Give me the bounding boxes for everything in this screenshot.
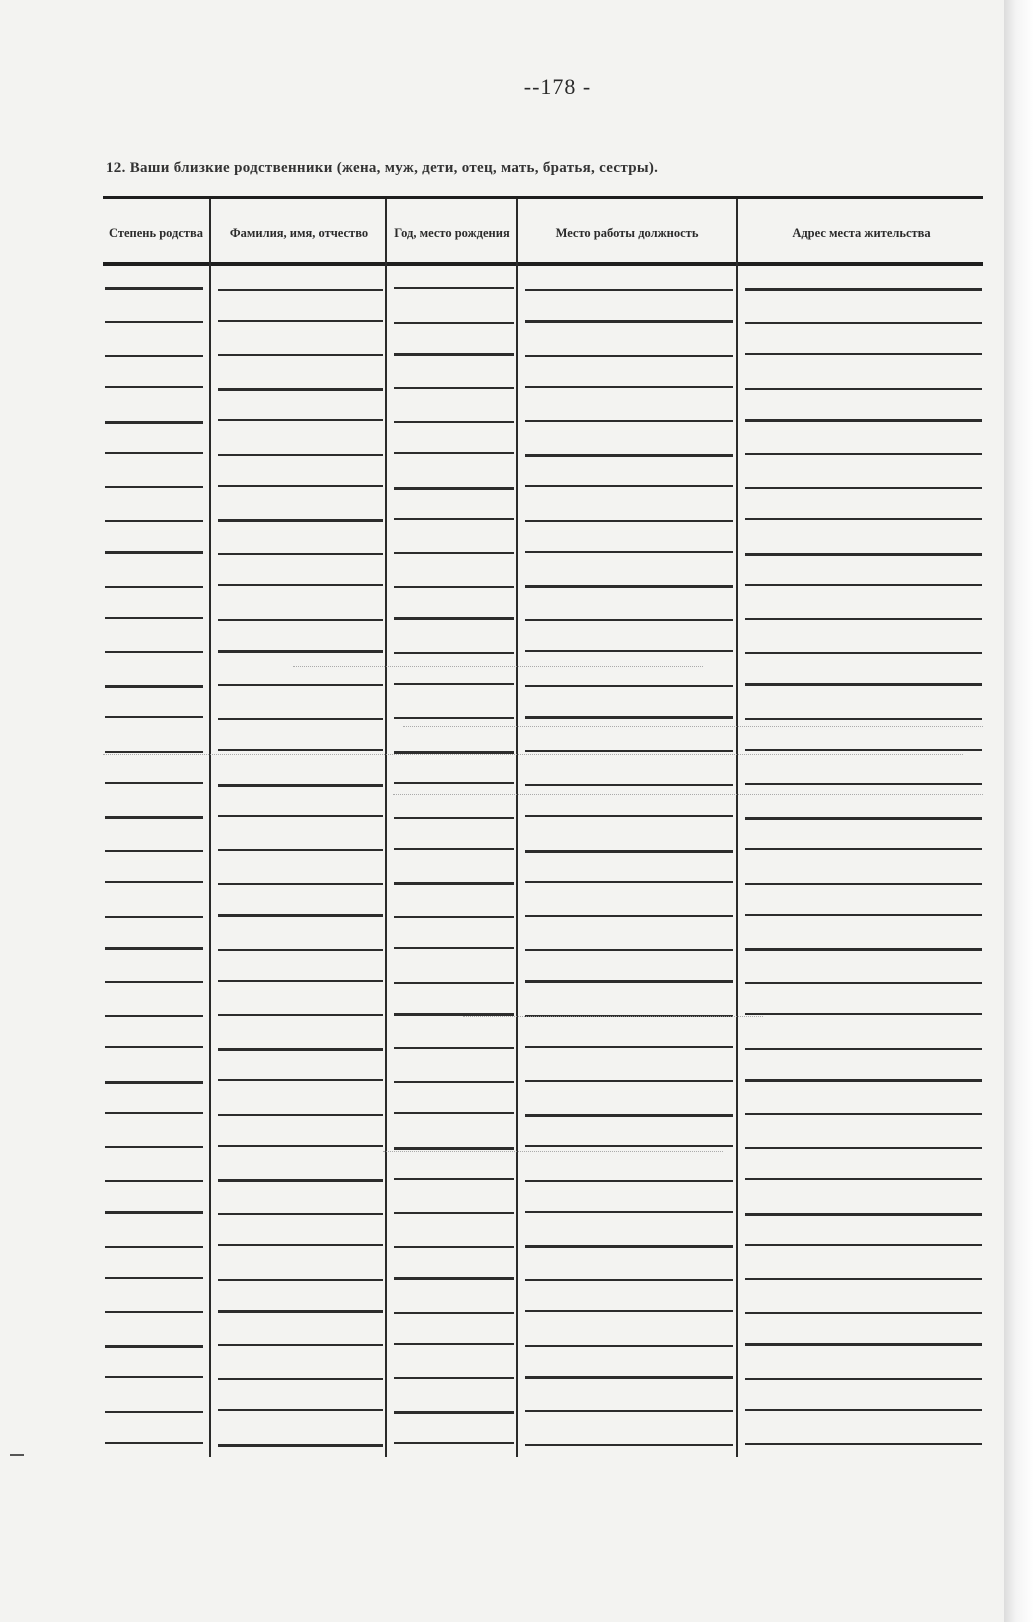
ruled-line — [525, 454, 733, 457]
ruled-line — [105, 452, 203, 454]
ruled-line — [105, 881, 203, 883]
ruled-line — [745, 749, 982, 751]
ruled-line — [745, 1079, 982, 1082]
ruled-line — [394, 1047, 514, 1049]
scan-smudge — [463, 1016, 763, 1018]
ruled-line — [394, 982, 514, 984]
ruled-line — [394, 452, 514, 454]
ruled-line — [105, 716, 203, 718]
ruled-line — [394, 848, 514, 850]
ruled-line — [525, 1410, 733, 1412]
ruled-line — [105, 1112, 203, 1114]
ruled-line — [525, 881, 733, 883]
ruled-line — [525, 1245, 733, 1248]
column-divider — [385, 199, 387, 1457]
ruled-line — [218, 650, 383, 653]
ruled-line — [745, 1278, 982, 1280]
ruled-line — [745, 683, 982, 686]
ruled-line — [218, 320, 383, 322]
ruled-line — [105, 287, 203, 290]
ruled-line — [105, 1311, 203, 1313]
column-header-degree: Степень родства — [108, 225, 204, 240]
ruled-line — [105, 816, 203, 819]
ruled-line — [105, 421, 203, 424]
ruled-line — [745, 388, 982, 390]
ruled-line — [218, 388, 383, 391]
question-text: 12. Ваши близкие родственники (жена, муж, дети, отец, мать, братья, сестры). — [106, 160, 659, 176]
ruled-line — [745, 584, 982, 586]
ruled-line — [394, 1277, 514, 1280]
ruled-line — [525, 650, 733, 652]
ruled-line — [394, 916, 514, 918]
ruled-line — [745, 288, 982, 291]
ruled-line — [105, 947, 203, 950]
relatives-table — [103, 196, 983, 1458]
ruled-line — [745, 1013, 982, 1015]
ruled-line — [218, 519, 383, 522]
ruled-line — [525, 355, 733, 357]
ruled-line — [394, 353, 514, 356]
scan-smudge — [393, 794, 983, 796]
ruled-line — [525, 420, 733, 422]
ruled-line — [218, 718, 383, 720]
ruled-line — [745, 848, 982, 850]
ruled-line — [394, 487, 514, 490]
ruled-line — [394, 1147, 514, 1150]
ruled-line — [218, 1409, 383, 1411]
scan-smudge — [383, 1151, 723, 1153]
ruled-line — [218, 883, 383, 885]
ruled-line — [394, 1343, 514, 1345]
ruled-line — [394, 1112, 514, 1114]
ruled-line — [525, 386, 733, 388]
scan-edge — [1004, 0, 1034, 1622]
ruled-line — [525, 716, 733, 719]
ruled-line — [394, 1377, 514, 1379]
ruled-line — [105, 486, 203, 488]
ruled-line — [745, 1113, 982, 1115]
ruled-line — [218, 553, 383, 555]
ruled-line — [218, 1344, 383, 1346]
ruled-line — [394, 683, 514, 685]
ruled-line — [525, 1080, 733, 1082]
ruled-line — [218, 1048, 383, 1051]
ruled-line — [525, 1211, 733, 1213]
ruled-line — [745, 1343, 982, 1346]
ruled-line — [394, 518, 514, 520]
ruled-line — [525, 1376, 733, 1379]
ruled-line — [218, 1145, 383, 1147]
ruled-line — [745, 453, 982, 455]
ruled-line — [525, 784, 733, 786]
ruled-line — [525, 850, 733, 853]
ruled-line — [394, 652, 514, 654]
ruled-line — [525, 289, 733, 291]
ruled-line — [394, 322, 514, 324]
header-bottom-rule — [103, 262, 983, 266]
ruled-line — [394, 586, 514, 588]
ruled-line — [105, 1211, 203, 1214]
ruled-line — [745, 1048, 982, 1050]
ruled-line — [218, 619, 383, 621]
ruled-line — [745, 487, 982, 489]
ruled-line — [745, 353, 982, 355]
ruled-line — [105, 782, 203, 784]
ruled-line — [745, 1244, 982, 1246]
ruled-line — [745, 718, 982, 720]
ruled-line — [394, 617, 514, 620]
ruled-line — [525, 1145, 733, 1147]
table-top-rule — [103, 196, 983, 199]
ruled-line — [525, 685, 733, 687]
ruled-line — [394, 1212, 514, 1214]
scan-smudge — [403, 726, 983, 728]
ruled-line — [745, 817, 982, 820]
ruled-line — [745, 618, 982, 620]
ruled-line — [105, 1146, 203, 1148]
ruled-line — [525, 1180, 733, 1182]
ruled-line — [394, 421, 514, 423]
ruled-line — [394, 287, 514, 289]
ruled-line — [105, 1015, 203, 1017]
ruled-line — [745, 322, 982, 324]
ruled-line — [745, 419, 982, 422]
ruled-line — [394, 1246, 514, 1248]
ruled-line — [218, 684, 383, 686]
ruled-line — [105, 916, 203, 918]
ruled-line — [525, 949, 733, 951]
ruled-line — [218, 1310, 383, 1313]
ruled-line — [525, 585, 733, 588]
ruled-line — [745, 652, 982, 654]
ruled-line — [105, 981, 203, 983]
column-header-birth: Год, место рождения — [394, 225, 510, 240]
ruled-line — [105, 1180, 203, 1182]
ruled-line — [525, 915, 733, 917]
ruled-line — [525, 619, 733, 621]
column-divider — [516, 199, 518, 1457]
ruled-line — [745, 1409, 982, 1411]
ruled-line — [105, 651, 203, 653]
ruled-line — [525, 1444, 733, 1446]
scan-smudge — [293, 666, 703, 668]
ruled-line — [525, 1114, 733, 1117]
ruled-line — [745, 883, 982, 885]
margin-mark — [10, 1454, 24, 1456]
ruled-line — [105, 1081, 203, 1084]
ruled-line — [745, 982, 982, 984]
ruled-line — [394, 1081, 514, 1083]
ruled-line — [745, 914, 982, 916]
ruled-line — [394, 717, 514, 719]
ruled-line — [394, 1411, 514, 1414]
ruled-line — [525, 980, 733, 983]
page-number: --178 - — [523, 74, 592, 99]
ruled-line — [394, 1312, 514, 1314]
ruled-line — [525, 1345, 733, 1347]
ruled-line — [394, 387, 514, 389]
ruled-line — [218, 1244, 383, 1246]
ruled-line — [105, 386, 203, 388]
column-header-work: Место работы должность — [555, 225, 699, 240]
ruled-line — [745, 1312, 982, 1314]
ruled-line — [218, 1444, 383, 1447]
ruled-line — [745, 1147, 982, 1149]
ruled-line — [105, 1442, 203, 1444]
ruled-line — [218, 980, 383, 982]
ruled-line — [525, 485, 733, 487]
ruled-line — [105, 520, 203, 522]
ruled-line — [218, 454, 383, 456]
ruled-line — [218, 784, 383, 787]
ruled-line — [105, 355, 203, 357]
ruled-line — [218, 1014, 383, 1016]
ruled-line — [105, 617, 203, 619]
ruled-line — [105, 685, 203, 688]
ruled-line — [525, 815, 733, 817]
ruled-line — [745, 1443, 982, 1445]
ruled-line — [105, 1345, 203, 1348]
ruled-line — [105, 751, 203, 753]
ruled-line — [745, 518, 982, 520]
ruled-line — [745, 553, 982, 556]
ruled-line — [394, 552, 514, 554]
ruled-line — [105, 1046, 203, 1048]
ruled-line — [745, 1378, 982, 1380]
ruled-line — [105, 551, 203, 554]
ruled-line — [105, 1277, 203, 1279]
ruled-line — [105, 850, 203, 852]
ruled-line — [105, 586, 203, 588]
ruled-line — [218, 1279, 383, 1281]
column-divider — [209, 199, 211, 1457]
ruled-line — [394, 1178, 514, 1180]
ruled-line — [218, 289, 383, 291]
ruled-line — [218, 949, 383, 951]
column-header-name: Фамилия, имя, отчество — [229, 225, 369, 240]
column-header-address: Адрес места жительства — [792, 225, 931, 240]
ruled-line — [218, 749, 383, 751]
ruled-line — [105, 321, 203, 323]
ruled-line — [105, 1376, 203, 1378]
ruled-line — [218, 1114, 383, 1116]
ruled-line — [105, 1411, 203, 1413]
ruled-line — [525, 320, 733, 323]
ruled-line — [745, 783, 982, 785]
ruled-line — [525, 1310, 733, 1312]
ruled-line — [218, 1179, 383, 1182]
ruled-line — [218, 485, 383, 487]
column-divider — [736, 199, 738, 1457]
ruled-line — [745, 1178, 982, 1180]
ruled-line — [218, 914, 383, 917]
ruled-line — [218, 849, 383, 851]
ruled-line — [525, 520, 733, 522]
ruled-line — [218, 815, 383, 817]
ruled-line — [218, 1378, 383, 1380]
ruled-line — [745, 1213, 982, 1216]
ruled-line — [218, 354, 383, 356]
ruled-line — [394, 782, 514, 784]
ruled-line — [745, 948, 982, 951]
ruled-line — [394, 947, 514, 949]
scan-smudge — [103, 754, 963, 756]
ruled-line — [394, 817, 514, 819]
ruled-line — [525, 551, 733, 553]
ruled-line — [218, 1213, 383, 1215]
ruled-line — [394, 1442, 514, 1444]
ruled-line — [105, 1246, 203, 1248]
ruled-line — [218, 584, 383, 586]
ruled-line — [525, 750, 733, 752]
ruled-line — [525, 1279, 733, 1281]
ruled-line — [218, 419, 383, 421]
ruled-line — [525, 1046, 733, 1048]
ruled-line — [218, 1079, 383, 1081]
ruled-line — [394, 882, 514, 885]
